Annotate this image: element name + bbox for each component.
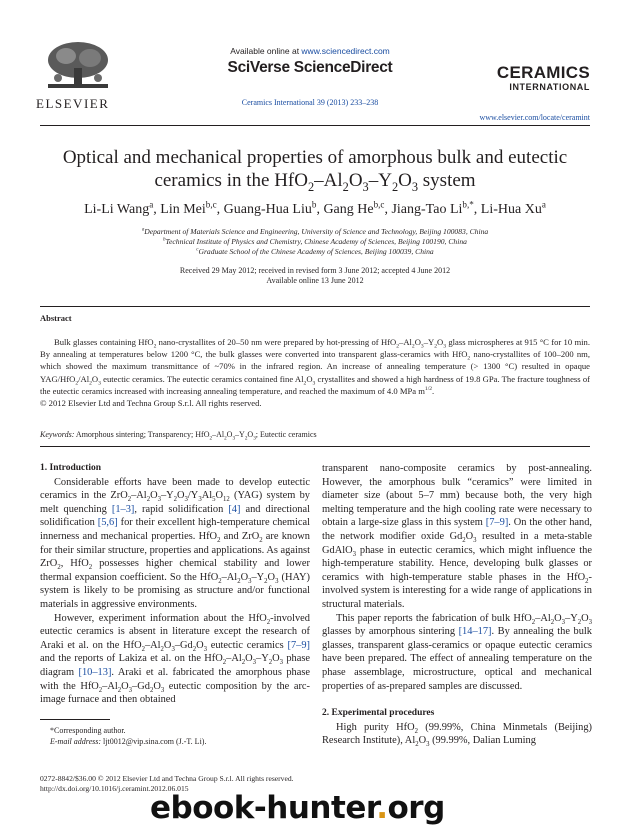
left-column: 1. Introduction Considerable efforts have been made to develop eutectic ceramics in the $ZrO_2-Al_2O_3-Y_2O_3/Y_3Al_5O_{12}$ (YAG) system by melt quenching [1–3], rapid solidification [4] and directional solidification [5,6] for their excellent high-temperature chemical innerness and mechanical properties. HfO$_2$ and ZrO$_2$ are known for their similar structure, properties and applications. As against ZrO$_2$, HfO$_2$ possesses higher chemical stability and lower thermal expansion coefficient. So the $HfO_2-Al_2O_3-Y_2O_3$ (HAY) system is likely to be promising as structure and/or functional materials in aggressive environments. However, experiment information about the HfO$_2$-involved eutectic ceramics is absent in literature except the research of Araki et al. on the $HfO_2-Al_2O_3-Gd_2O_3$ eutectic ceramics [7–9] and the reports of Lakiza et al. on the $HfO_2-Al_2O_3-Y_2O_3$ phase diagram [10–13]. Araki et al. fabricated the amorphous phase with the $HfO_2-Al_2O_3-Gd_2O_3$ eutectic composition by the arc-image furnace and then obtained — [40, 463, 310, 706]
abstract-heading: Abstract — [40, 313, 72, 323]
abstract-body: Bulk glasses containing HfO$_2$ nano-crystallites of 20–50 nm were prepared by hot-pressing of $HfO_2-Al_2O_3-Y_2O_3$ glass microspheres at 915 °C for 10 min. By annealing at temperatures below 1200 °C, the bulk glasses were converted into transparent glass-ceramics with HfO$_2$ nano-crystallites of 100–200 nm, which showed the maximum transmittance of ~70% in the infrared region. An increase of annealing temperature (> 1300 °C) resulted in opaque YAG/$HfO_2/Al_2O_3$ eutectic ceramics. The eutectic ceramics contained fine $Al_2O_3$ crystallites and showed a high hardness of 19.8 GPa. The fracture toughness of the eutectic ceramics increased with increasing annealing temperature, and reached the maximum of 4.0 MPa $m^{1/2}$. © 2012 Elsevier Ltd and Techna Group S.r.l. All rights reserved. — [40, 337, 590, 409]
affiliation-c: $^c$Graduate School of the Chinese Academy of Sciences, Beijing 100039, China — [196, 247, 434, 256]
publisher-name: ELSEVIER — [36, 96, 110, 111]
header-rule — [40, 125, 590, 126]
available-online-date: Available online 13 June 2012 — [266, 276, 364, 285]
footnote: *Corresponding author. E-mail address: ljt0012@vip.sina.com (J.-T. Li). — [40, 725, 310, 747]
sciencedirect-link[interactable]: www.sciencedirect.com — [301, 46, 390, 56]
affiliation-b: $^b$Technical Institute of Physics and Chemistry, Chinese Academy of Sciences, Beijing 100190, China — [163, 237, 467, 246]
elsevier-tree-logo — [38, 40, 118, 90]
abstract-bottom-rule — [40, 446, 590, 447]
author-list: Li-Li Wang$^a$, Lin Mei$^{b,c}$, Guang-Hua Liu$^b$, Gang He$^{b,c}$, Jiang-Tao $Li^{b,*}$, Li-Hua Xu$^a$ — [84, 199, 546, 217]
section-1-title: 1. Introduction — [40, 463, 102, 473]
author-email[interactable]: ljt0012@vip.sina.com (J.-T. Li). — [103, 737, 207, 746]
sciverse-logo: SciVerse ScienceDirect — [227, 59, 393, 76]
availability-line: Available online at www.sciencedirect.com — [230, 46, 390, 56]
abstract-top-rule — [40, 306, 590, 307]
footnote-rule — [40, 719, 110, 720]
watermark: ebook-hunter.org — [150, 790, 445, 826]
corresponding-author-note: *Corresponding author. — [50, 726, 126, 735]
journal-homepage-link[interactable]: www.elsevier.com/locate/ceramint — [479, 113, 590, 122]
article-title: Optical and mechanical properties of amorphous bulk and eutectic ceramics in the $HfO_2-Al_2O_3-Y_2O_3$ system — [62, 147, 568, 194]
keywords: Keywords: Amorphous sintering; Transparency; $HfO_2-Al_2O_3-Y_2O_3$; Eutectic ceramics — [40, 430, 317, 442]
journal-logo-subtitle: INTERNATIONAL — [509, 82, 590, 92]
journal-reference-link[interactable]: Ceramics International 39 (2013) 233–238 — [241, 98, 379, 107]
affiliation-a: $^a$Department of Materials Science and Engineering, University of Science and Technology, Beijing 100083, China — [141, 227, 489, 236]
journal-logo-title: CERAMICS — [496, 63, 590, 82]
section-2-title: 2. Experimental procedures — [322, 708, 435, 719]
right-column: transparent nano-composite ceramics by post-annealing. However, the amorphous bulk “ceramics” were limited in diameter size (about 5–7 mm) because both, the very high melting temperature and the high cooling rate were necessary to obtain a large-size glass in this system [7–9]. On the other hand, the network modifier oxide $Gd_2O_3$ resulted in a meta-stable GdAlO$_3$ phase in eutectic ceramics, which might influence the high-temperature stability. Hence, developing bulk glasses or ceramics with high-temperature stable phases in the HfO$_2$-involved system is interesting for a wide range of applications in structural materials. This paper reports the fabrication of bulk $HfO_2-Al_2O_3-Y_2O_3$ glasses by amorphous sintering [14–17]. By annealing the bulk glasses, transparent glass-ceramics or opaque eutectic ceramics have been prepared. The effect of annealing temperature on the phase assemblage, microstructure, optical and mechanical properties of as-prepared samples are discussed. 2. Experimental procedures High purity HfO$_2$ (99.99%, China Minmetals (Beijing) Research Institute), $Al_2O_3$ (99.99%, Dalian Luming — [322, 463, 593, 749]
copyright-line: © 2012 Elsevier Ltd and Techna Group S.r.l. All rights reserved. — [40, 398, 262, 409]
issn-line: 0272-8842/$36.00 © 2012 Elsevier Ltd and Techna Group S.r.l. All rights reserved. — [40, 774, 294, 783]
received-dates: Received 29 May 2012; received in revised form 3 June 2012; accepted 4 June 2012 — [179, 266, 451, 275]
doi-link[interactable]: http://dx.doi.org/10.1016/j.ceramint.2012.06.015 — [40, 784, 189, 793]
